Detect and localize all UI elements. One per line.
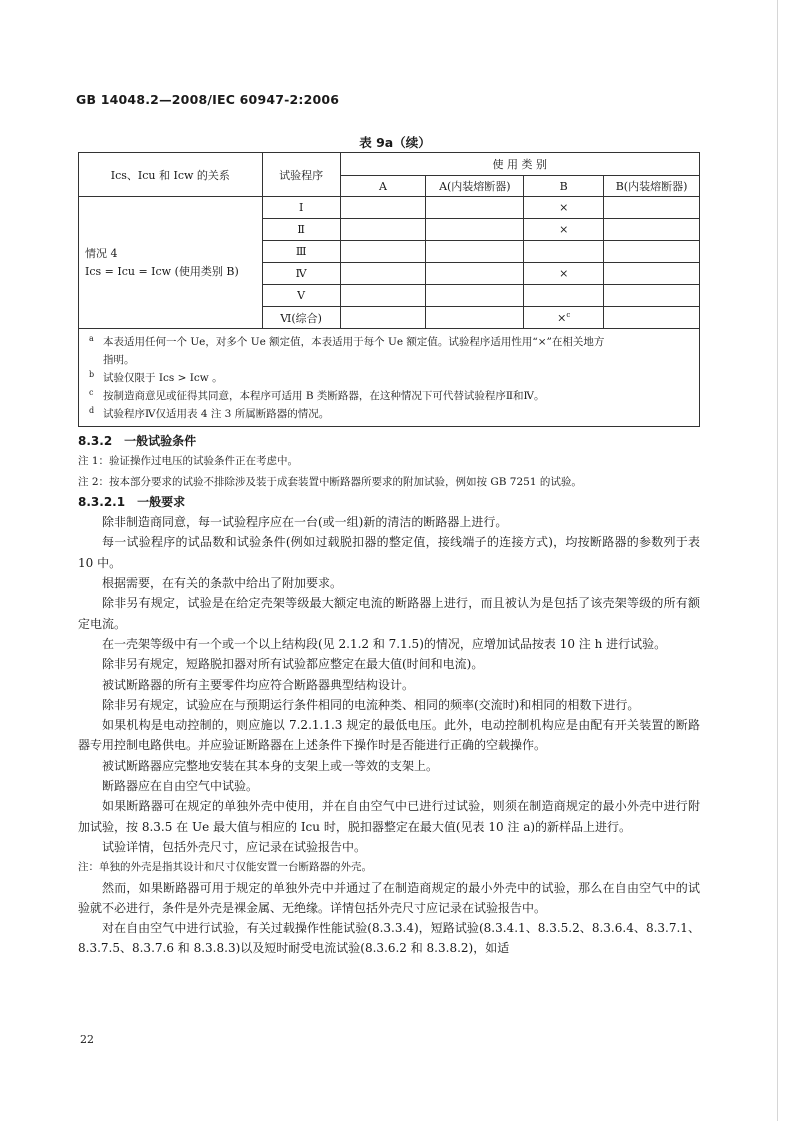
paragraph: 如果机构是电动控制的，则应施以 7.2.1.1.3 规定的最低电压。此外，电动控制机构应是由配有开关装置的断路器专用控制电路供电。并应验证断路器在上述条件下操作时是否能进行正确的空载操作。 <box>78 718 700 753</box>
note-text: 试验程序Ⅳ仅适用表 4 注 3 所属断路器的情况。 <box>103 408 330 420</box>
cell-bf <box>604 263 700 285</box>
cell-a <box>340 197 426 219</box>
test-sequence-table <box>78 152 700 427</box>
cell-a <box>340 307 426 329</box>
table-row <box>79 197 700 219</box>
cell-af <box>426 263 524 285</box>
paragraph: 然而，如果断路器可用于规定的单独外壳中并通过了在制造商规定的最小外壳中的试验，那么在自由空气中的试验就不必进行，条件是外壳是裸金属、无绝缘。详情包括外壳尺寸应记录在试验报告中。 <box>78 880 700 915</box>
table-note <box>89 387 691 405</box>
paragraph: 断路器应在自由空气中试验。 <box>102 779 259 794</box>
cell-b: × <box>524 263 604 285</box>
paragraph: 对在自由空气中进行试验，有关过载操作性能试验(8.3.3.4)，短路试验(8.3.4.1、8.3.5.2、8.3.6.4、8.3.7.1、8.3.7.5、8.3.7.6 和 8.3.8.3)以及短时耐受电流试验(8.3.6.2 和 8.3.8.2)，如适 <box>78 921 700 956</box>
note-mark: c <box>89 388 94 397</box>
procedure-cell: Ⅲ <box>262 241 340 263</box>
note-text: 试验仅限于 Ics > Icw 。 <box>103 372 223 384</box>
cell-b-value: × <box>557 311 567 325</box>
cell-af <box>426 241 524 263</box>
cell-bf <box>604 241 700 263</box>
paragraph: 试验详情，包括外壳尺寸，应记录在试验报告中。 <box>102 839 367 854</box>
paragraph: 如果断路器可在规定的单独外壳中使用，并在自由空气中已进行过试验，则须在制造商规定的最小外壳中进行附加试验，按 8.3.5 在 Ue 最大值与相应的 Icu 时，脱扣器整定在最大值(见表 10 注 a)的新样品上进行。 <box>78 799 700 834</box>
footnote-ref: c <box>566 310 571 319</box>
table-notes <box>79 329 700 427</box>
cell-af <box>426 285 524 307</box>
note-mark: a <box>89 334 94 343</box>
note: 注 1：验证操作过电压的试验条件正在考虑中。 <box>78 455 299 468</box>
procedure-cell: Ⅵ(综合) <box>262 307 340 329</box>
case-formula: Ics = Icu = Icw (使用类别 B) <box>85 264 239 278</box>
paragraph: 除非制造商同意，每一试验程序应在一台(或一组)新的清洁的断路器上进行。 <box>102 515 508 530</box>
cell-b <box>524 241 604 263</box>
note-text: 指明。 <box>103 354 135 366</box>
cell-a <box>340 219 426 241</box>
cell-bf <box>604 219 700 241</box>
procedure-cell: Ⅴ <box>262 285 340 307</box>
paragraph: 除非另有规定，短路脱扣器对所有试验都应整定在最大值(时间和电流)。 <box>102 657 484 672</box>
category-b: B <box>524 176 604 197</box>
cell-a <box>340 263 426 285</box>
procedure-cell: Ⅳ <box>262 263 340 285</box>
note: 注：单独的外壳是指其设计和尺寸仅能安置一台断路器的外壳。 <box>78 861 372 874</box>
category-a-fused: A(内装熔断器) <box>426 176 524 197</box>
cell-af <box>426 197 524 219</box>
cell-a <box>340 285 426 307</box>
cell-af <box>426 307 524 329</box>
category-a: A <box>340 176 426 197</box>
cell-bf <box>604 197 700 219</box>
page-number: 22 <box>80 1033 94 1046</box>
cell-a <box>340 241 426 263</box>
note: 注 2：按本部分要求的试验不排除涉及装于成套装置中断路器所要求的附加试验，例如按 GB 7251 的试验。 <box>78 475 582 488</box>
table-note-continuation <box>103 351 691 369</box>
header-relation: Ics、Icu 和 Icw 的关系 <box>79 153 263 197</box>
header-category: 使 用 类 别 <box>340 153 699 176</box>
note-mark: b <box>89 370 95 379</box>
procedure-cell: Ⅱ <box>262 219 340 241</box>
page-edge-line <box>777 0 778 1121</box>
note-mark: d <box>89 406 95 415</box>
table-title: 表 9a（续） <box>359 135 431 150</box>
note-text: 本表适用任何一个 Ue，对多个 Ue 额定值，本表适用于每个 Ue 额定值。试验程序适用性用“×”在相关地方 <box>103 336 605 348</box>
note-text: 按制造商意见或征得其同意，本程序可适用 B 类断路器，在这种情况下可代替试验程序Ⅱ和Ⅳ。 <box>103 390 545 402</box>
cell-b <box>524 307 604 329</box>
paragraph: 每一试验程序的试品数和试验条件(例如过载脱扣器的整定值，接线端子的连接方式)，均按断路器的参数列于表 10 中。 <box>78 535 700 570</box>
case-cell <box>79 197 263 329</box>
cell-af <box>426 219 524 241</box>
table-note <box>89 405 691 423</box>
cell-b: × <box>524 219 604 241</box>
section-heading: 8.3.2.1 一般要求 <box>78 494 186 509</box>
cell-bf <box>604 285 700 307</box>
standard-header: GB 14048.2—2008/IEC 60947-2:2006 <box>76 92 340 107</box>
header-procedure: 试验程序 <box>262 153 340 197</box>
table-note <box>89 369 691 387</box>
body-content <box>78 431 700 959</box>
category-b-fused: B(内装熔断器) <box>604 176 700 197</box>
table-note <box>89 333 691 351</box>
paragraph: 在一壳架等级中有一个或一个以上结构段(见 2.1.2 和 7.1.5)的情况，应增加试品按表 10 注 h 进行试验。 <box>102 636 667 651</box>
paragraph: 被试断路器的所有主要零件均应符合断路器典型结构设计。 <box>102 677 415 692</box>
paragraph: 除非另有规定，试验是在给定壳架等级最大额定电流的断路器上进行，而且被认为是包括了该壳架等级的所有额定电流。 <box>78 596 700 631</box>
procedure-cell: Ⅰ <box>262 197 340 219</box>
section-heading: 8.3.2 一般试验条件 <box>78 434 197 448</box>
cell-b <box>524 285 604 307</box>
case-title: 情况 4 <box>85 246 118 260</box>
cell-b: × <box>524 197 604 219</box>
paragraph: 除非另有规定，试验应在与预期运行条件相同的电流种类、相同的频率(交流时)和相同的相数下进行。 <box>102 697 640 712</box>
paragraph: 根据需要，在有关的条款中给出了附加要求。 <box>102 576 343 591</box>
cell-bf <box>604 307 700 329</box>
paragraph: 被试断路器应完整地安装在其本身的支架上或一等效的支架上。 <box>102 758 439 773</box>
